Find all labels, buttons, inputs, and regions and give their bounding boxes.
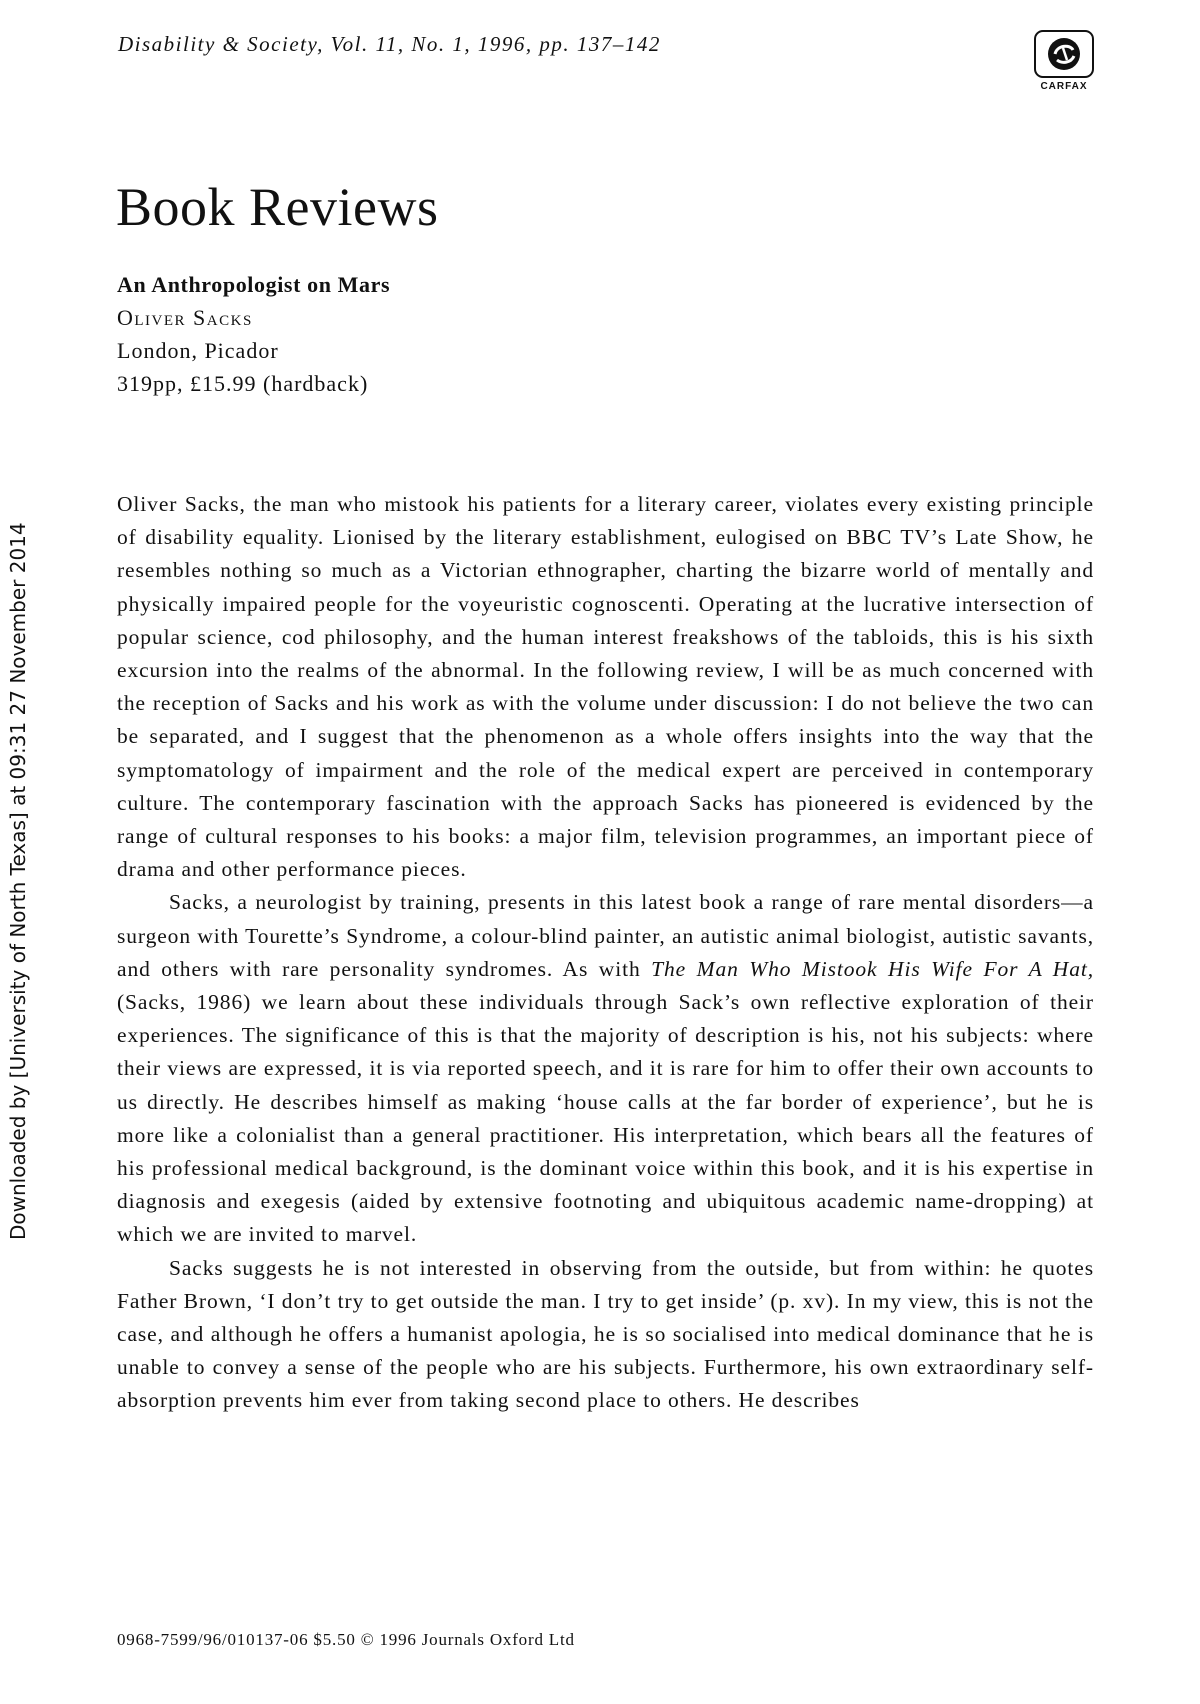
cited-book-title: The Man Who Mistook His Wife For A Hat, bbox=[651, 956, 1095, 981]
section-title: Book Reviews bbox=[116, 177, 439, 237]
paragraph-1: Oliver Sacks, the man who mistook his patients for a literary career, violates every existing principle of disability equality. Lionised by the literary establishment, eulogised on BBC TV’s Late Show, he resembles nothing so much as a Victorian ethnographer, charting the bizarre world of mentally and physically impaired people for the voyeuristic cognoscenti. Operating at the lucrative intersection of popular science, cod philosophy, and the human interest freakshows of the tabloids, this is his sixth excursion into the realms of the abnormal. In the following review, I will be as much concerned with the reception of Sacks and his work as with the volume under discussion: I do not believe the two can be separated, and I suggest that the phenomenon as a whole offers insights into the way that the symptomatology of impairment and the role of the medical expert are perceived in contemporary culture. The contemporary fascination with the approach Sacks has pioneered is evidenced by the range of cultural responses to his books: a major film, television programmes, an important piece of drama and other performance pieces. bbox=[117, 492, 1094, 882]
book-info bbox=[117, 268, 390, 400]
paragraph-2 bbox=[117, 886, 1094, 1251]
book-details: 319pp, £15.99 (hardback) bbox=[117, 371, 369, 396]
copyright-footer: 0968-7599/96/010137-06 $5.50 © 1996 Journals Oxford Ltd bbox=[117, 1630, 575, 1649]
publisher-logo bbox=[1032, 30, 1096, 96]
book-title: An Anthropologist on Mars bbox=[117, 272, 391, 297]
carfax-logo-icon bbox=[1034, 30, 1094, 78]
review-body bbox=[117, 488, 1094, 1418]
publisher-logo-text: CARFAX bbox=[1040, 81, 1088, 92]
download-watermark: Downloaded by [University of North Texas] at 09:31 27 November 2014 bbox=[6, 522, 30, 1240]
book-author: Oliver Sacks bbox=[117, 305, 253, 330]
paragraph-3: Sacks suggests he is not interested in observing from the outside, but from within: he quotes Father Brown, ‘I don’t try to get outside the man. I try to get inside’ (p. xv). In my view, this is not the case, and although he offers a humanist apologia, he is so socialised into medical dominance that he is unable to convey a sense of the people who are his subjects. Furthermore, his own extraordinary self-absorption prevents him ever from taking second place to others. He describes bbox=[117, 1255, 1094, 1413]
paragraph-2-text-b: (Sacks, 1986) we learn about these individuals through Sack’s own reflective exploration of their experiences. The significance of this is that the majority of description is his, not his subjects: where their views are expressed, it is via reported speech, and it is rare for him to offer their own accounts to us directly. He describes himself as making ‘house calls at the far border of experience’, but he is more like a colonialist than a general practitioner. His interpretation, which bears all the features of his professional medical background, is the dominant voice within this book, and it is his expertise in diagnosis and exegesis (aided by extensive footnoting and ubiquitous academic name-dropping) at which we are invited to marvel. bbox=[117, 990, 1094, 1247]
journal-citation: Disability & Society, Vol. 11, No. 1, 1996, pp. 137–142 bbox=[118, 32, 661, 56]
paragraph-2-text-a: Sacks, a neurologist by training, presents in this latest book a range of rare mental disorders—a surgeon with Tourette’s Syndrome, a colour-blind painter, an autistic animal biologist, autistic savants, and others with rare personality syndromes. As with bbox=[117, 890, 1094, 981]
book-publisher: London, Picador bbox=[117, 338, 279, 363]
